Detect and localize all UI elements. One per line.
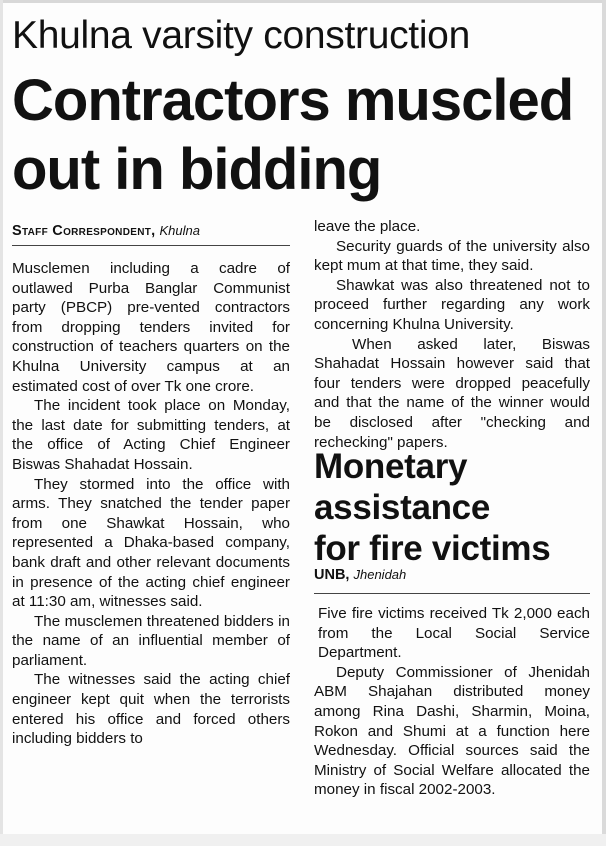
story1-byline [12, 222, 290, 240]
paragraph: The musclemen threatened bidders in the name of an influential member of parliament. [12, 612, 290, 669]
story1-headline [12, 66, 602, 204]
story1-kicker: Khulna varsity construction [12, 14, 470, 57]
paragraph: The incident took place on Monday, the last date for submitting tenders, at the office of Acting Chief Engineer Biswas Shahadat Hossain. [12, 397, 290, 473]
paragraph: They stormed into the office with arms. They snatched the tender paper from one Shawkat Hossain, who represented a Dhaka-based company, bank draft and other relevant documents in presence of the acting chief engineer at 11:30 am, witnesses said. [12, 475, 290, 611]
byline-rule [12, 245, 290, 246]
story1-column-left [12, 259, 290, 749]
paragraph: Musclemen including a cadre of outlawed Purba Banglar Communist party (PBCP) pre-vented contractors from dropping tenders invited for construction of teachers quarters on the Khulna University campus at an estimated cost of over Tk one crore. [12, 260, 290, 395]
scan-edge-left [0, 0, 3, 846]
paragraph: When asked later, Biswas Shahadat Hossain however said that four tenders were dropped peacefully and that the name of the winner would be disclosed after "checking and rechecking" papers. [314, 335, 590, 451]
byline-name: Staff Correspondent, [12, 223, 156, 239]
story2-headline-line: for fire victims [314, 529, 551, 568]
story1-headline-line: Contractors muscled [12, 68, 574, 133]
story2-body [314, 604, 590, 800]
byline-location: Jhenidah [353, 567, 407, 582]
story2-headline-line: assistance [314, 488, 491, 527]
paragraph: Deputy Commissioner of Jhenidah ABM Shajahan distributed money among Rina Dashi, Sharmin, Moina, Rokon and Shumi at a function here Wednesday. Official sources said the Ministry of Social Welfare allocated the money in fiscal 2002-2003. [314, 663, 590, 799]
byline-location: Khulna [159, 223, 200, 238]
paragraph: Shawkat was also threatened not to proceed further regarding any work concerning Khulna University. [314, 276, 590, 333]
scan-edge-top [0, 0, 606, 3]
byline-rule [314, 593, 590, 594]
story2-headline-line: Monetary [314, 447, 468, 486]
paragraph: Security guards of the university also kept mum at that time, they said. [314, 237, 590, 275]
paragraph: leave the place. [314, 218, 421, 235]
byline-name: UNB, [314, 567, 350, 583]
story1-headline-line: out in bidding [12, 137, 382, 202]
story2-headline [314, 446, 596, 569]
scan-edge-bottom [0, 834, 606, 846]
story1-column-right [314, 217, 590, 452]
story2-byline [314, 566, 590, 584]
scan-edge-right [602, 0, 606, 846]
paragraph: Five fire victims received Tk 2,000 each from the Local Social Service Department. [318, 605, 590, 662]
paragraph: The witnesses said the acting chief engineer kept quit when the terrorists entered his office and forced others including bidders to [12, 671, 290, 748]
